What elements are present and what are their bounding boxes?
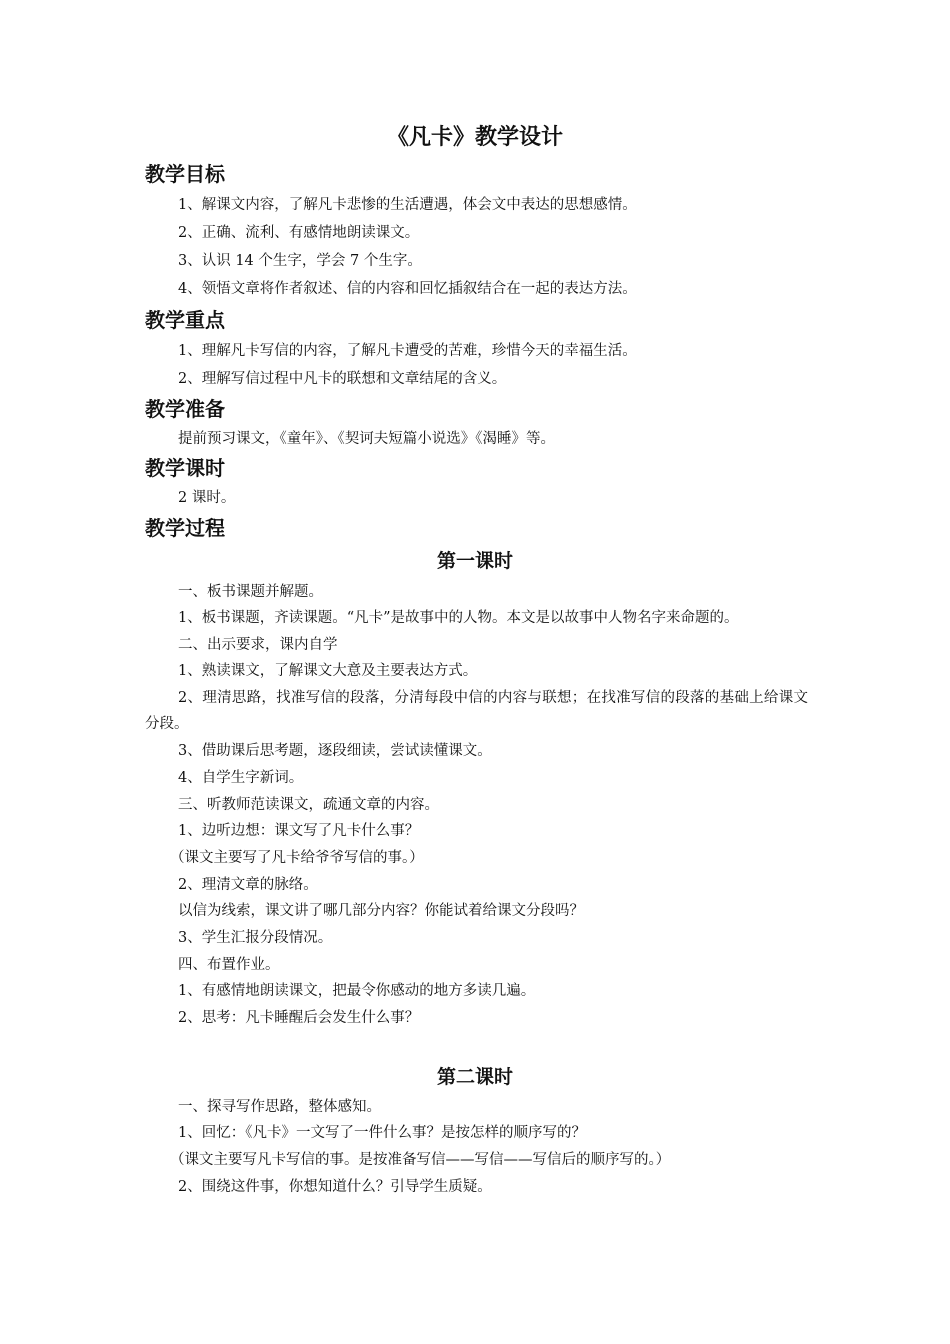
lesson-item: 2、围绕这件事，你想知道什么？引导学生质疑。	[178, 1179, 492, 1195]
lesson-item: （课文主要写凡卡写信的事。是按准备写信——写信——写信后的顺序写的。）	[170, 1152, 671, 1168]
section-heading-keypoints: 教学重点	[145, 308, 225, 332]
keypoint-item: 2、理解写信过程中凡卡的联想和文章结尾的含义。	[178, 371, 507, 387]
goal-item: 2、正确、流利、有感情地朗读课文。	[178, 225, 420, 241]
section-heading-goals: 教学目标	[145, 162, 225, 186]
lesson-item: 四、布置作业。	[178, 957, 280, 973]
preparation-item: 提前预习课文，《童年》、《契诃夫短篇小说选》《渴睡》等。	[178, 431, 555, 447]
lesson-item: （课文主要写了凡卡给爷爷写信的事。）	[170, 850, 424, 866]
lesson-item: 一、板书课题并解题。	[178, 584, 323, 600]
section-heading-process: 教学过程	[145, 516, 225, 540]
lesson-item: 2、理清思路，找准写信的段落，分清每段中信的内容与联想；在找准写信的段落的基础上给课文分段。	[145, 690, 808, 732]
lesson-item: 4、自学生字新词。	[178, 770, 304, 786]
lesson-item: 三、听教师范读课文，疏通文章的内容。	[178, 797, 439, 813]
lesson-item: 1、有感情地朗读课文，把最令你感动的地方多读几遍。	[178, 983, 536, 999]
lesson-item: 以信为线索，课文讲了哪几部分内容？你能试着给课文分段吗？	[178, 903, 584, 919]
lesson-item: 1、回忆：《凡卡》一文写了一件什么事？是按怎样的顺序写的？	[178, 1125, 586, 1141]
keypoint-item: 1、理解凡卡写信的内容，了解凡卡遭受的苦难，珍惜今天的幸福生活。	[178, 343, 637, 359]
goal-item: 3、认识 14 个生字，学会 7 个生字。	[178, 253, 422, 269]
lesson-item: 2、思考：凡卡睡醒后会发生什么事？	[178, 1010, 420, 1026]
lesson-item: 二、出示要求，课内自学	[178, 637, 338, 653]
lesson-item: 一、探寻写作思路，整体感知。	[178, 1099, 381, 1115]
section-heading-preparation: 教学准备	[145, 397, 225, 421]
goal-item: 4、领悟文章将作者叙述、信的内容和回忆插叙结合在一起的表达方法。	[178, 281, 637, 297]
lesson2-heading: 第二课时	[436, 1066, 513, 1088]
goal-item: 1、解课文内容，了解凡卡悲惨的生活遭遇，体会文中表达的思想感情。	[178, 197, 637, 213]
lesson-item: 1、边听边想：课文写了凡卡什么事？	[178, 823, 420, 839]
section-heading-hours: 教学课时	[145, 456, 225, 480]
lesson-item: 1、板书课题，齐读课题。“凡卡”是故事中的人物。本文是以故事中人物名字来命题的。	[178, 610, 739, 626]
lesson1-heading: 第一课时	[436, 550, 513, 572]
lesson-item: 1、熟读课文，了解课文大意及主要表达方式。	[178, 663, 478, 679]
lesson-item: 2、理清文章的脉络。	[178, 877, 318, 893]
lesson-item: 3、借助课后思考题，逐段细读，尝试读懂课文。	[178, 743, 492, 759]
lesson-item: 3、学生汇报分段情况。	[178, 930, 333, 946]
page-title: 《凡卡》教学设计	[386, 125, 563, 150]
hours-item: 2 课时。	[178, 490, 236, 506]
